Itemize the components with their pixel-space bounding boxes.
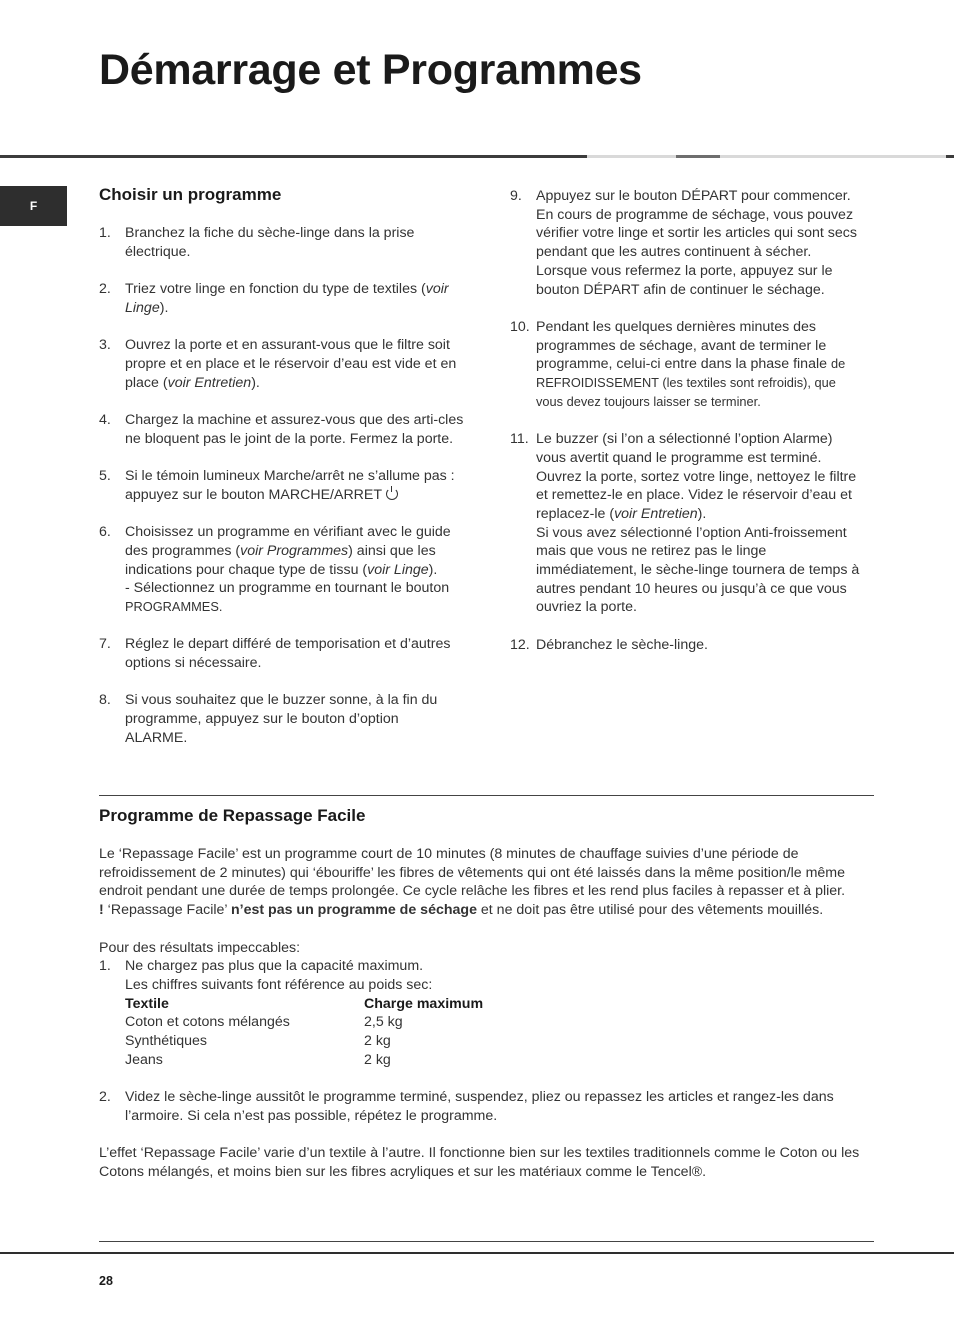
- page-number: 28: [99, 1274, 113, 1288]
- item-text: Choisissez un programme en vérifiant avec le guide des programmes (: [125, 524, 451, 559]
- results-list: [99, 957, 874, 1125]
- item-text: Si vous souhaitez que le buzzer sonne, à la fin du programme, appuyez sur le bouton d’option ALARME.: [125, 692, 438, 746]
- list-item: [99, 224, 464, 261]
- header-rule: [0, 155, 587, 158]
- item-text: ).: [428, 561, 438, 578]
- language-tab: F: [0, 186, 67, 226]
- table-cell: Jeans: [125, 1051, 163, 1068]
- item-number: 7.: [99, 636, 111, 653]
- item-text: Videz le sèche-linge aussitôt le programme terminé, suspendez, pliez ou repassez les articles et rangez-les dans l’armoire. Si cela n’est pas possible, répétez le programme.: [125, 1089, 834, 1124]
- item-text-small: de REFROIDISSEMENT (les textiles sont refroidis), que vous devez toujours laisser se terminer.: [536, 356, 846, 409]
- list-item: [99, 957, 874, 1069]
- intro-paragraph: Le ‘Repassage Facile’ est un programme court de 10 minutes (8 minutes de chauffage suivies d’une période de refroidissement de 2 minutes) qui ‘ébouriffe’ les fibres de vêtements qui ont été laissés dans la même position/le même endroit pendant une durée de temps prolongée. Ce cycle relâche les fibres et les rend plus faciles à repasser et à plier.: [99, 846, 846, 900]
- list-item: [99, 523, 464, 617]
- table-header: Charge maximum: [364, 995, 484, 1012]
- item-text: Triez votre linge en fonction du type de textiles (: [125, 281, 426, 298]
- header-rule: [946, 155, 954, 158]
- header-rule: [720, 155, 946, 158]
- item-text: Débranchez le sèche-linge.: [536, 636, 708, 653]
- item-text: Le buzzer (si l’on a sélectionné l’option Alarme) vous avertit quand le programme est terminé. Ouvrez la porte, sortez votre linge, nettoyez le filtre et remettez-le en place. Videz le réservoir d’eau et replacez-le (: [536, 431, 857, 522]
- warning-mark: !: [99, 902, 104, 919]
- steps-left-column: [99, 224, 464, 766]
- item-text: Réglez le depart différé de temporisation et d’autres options si nécessaire.: [125, 636, 451, 672]
- list-item: [99, 467, 464, 504]
- item-text: Branchez la fiche du sèche-linge dans la prise électrique.: [125, 225, 415, 260]
- item-text: Les chiffres suivants font référence au poids sec:: [125, 976, 433, 993]
- item-number: 11.: [510, 431, 529, 448]
- cross-reference: voir Linge: [367, 561, 429, 578]
- table-cell: 2 kg: [364, 1033, 391, 1050]
- results-intro: Pour des résultats impeccables:: [99, 939, 301, 956]
- item-number: 1.: [99, 958, 111, 975]
- item-text: Appuyez sur le bouton DÉPART pour commencer. En cours de programme de séchage, vous pouvez vérifier votre linge et sortir les articles qui sont secs pendant que les autres continuent à sécher. Lorsque vous refermez la porte, appuyez sur le bouton DÉPART afin de continuer le séchage.: [536, 188, 857, 298]
- item-text: Chargez la machine et assurez-vous que des arti-cles ne bloquent pas le joint de la porte. Fermez la porte.: [125, 411, 464, 447]
- item-number: 2.: [99, 281, 111, 298]
- warning-paragraph: [99, 901, 874, 920]
- footer-rule: [0, 1252, 954, 1254]
- item-number: 1.: [99, 225, 111, 241]
- item-number: 8.: [99, 692, 111, 709]
- item-subtext-small: PROGRAMMES.: [125, 598, 223, 614]
- list-item: [99, 280, 464, 317]
- item-number: 10.: [510, 318, 530, 335]
- section-title-choisir: Choisir un programme: [99, 185, 282, 204]
- list-item: [99, 336, 464, 392]
- power-icon: [386, 488, 398, 500]
- item-number: 12.: [510, 636, 530, 653]
- warning-text: ‘Repassage Facile’: [103, 902, 231, 919]
- item-subtext: - Sélectionnez un programme en tournant le bouton: [125, 580, 450, 597]
- item-text: Ouvrez la porte et en assurant-vous que le filtre soit propre et en place et le réservoir d’eau est vide et en place (: [125, 337, 457, 391]
- item-number: 6.: [99, 524, 111, 541]
- list-item: [510, 636, 866, 655]
- cross-reference: voir Linge: [125, 281, 449, 316]
- load-table: [125, 995, 874, 1070]
- list-item: [510, 187, 866, 299]
- item-text: ).: [697, 505, 707, 522]
- list-item: [99, 411, 464, 448]
- table-cell: 2 kg: [364, 1051, 391, 1068]
- outro-paragraph: L’effet ‘Repassage Facile’ varie d’un textile à l’autre. Il fonctionne bien sur les textiles traditionnels comme le Coton ou les Cotons mélangés, et moins bien sur les fibres acryliques et sur les matériaux comme le Tencel®.: [99, 1145, 860, 1180]
- list-item: [510, 430, 866, 617]
- table-cell: Synthétiques: [125, 1033, 208, 1050]
- table-cell: Coton et cotons mélangés: [125, 1014, 290, 1031]
- item-text: Pendant les quelques dernières minutes des programmes de séchage, avant de terminer le programme, celui-ci entre dans la phase finale: [536, 318, 827, 373]
- item-number: 2.: [99, 1089, 111, 1106]
- item-number: 3.: [99, 337, 111, 354]
- item-text: ).: [159, 299, 169, 316]
- repassage-body: [99, 845, 874, 1182]
- steps-right-column: [510, 187, 866, 673]
- item-number: 9.: [510, 188, 522, 204]
- item-text: Si le témoin lumineux Marche/arrêt ne s’allume pas : appuyez sur le bouton MARCHE/ARRET: [125, 468, 455, 503]
- section-title-repassage: Programme de Repassage Facile: [99, 806, 366, 825]
- item-subtext: Si vous avez sélectionné l’option Anti-froissement mais que vous ne retirez pas le linge immédiatement, le sèche-linge tournera de temps à autres pendant 10 heures ou jusqu’à ce que vous ouvriez la porte.: [536, 524, 860, 616]
- table-header: Textile: [125, 995, 169, 1012]
- list-item: [99, 635, 464, 672]
- header-rule: [587, 155, 676, 158]
- cross-reference: voir Entretien: [167, 374, 252, 391]
- table-cell: 2,5 kg: [364, 1014, 403, 1031]
- cross-reference: voir Entretien: [614, 505, 698, 522]
- cross-reference: voir Programmes: [240, 542, 349, 559]
- item-number: 5.: [99, 468, 111, 485]
- header-rule: [676, 155, 720, 158]
- item-number: 4.: [99, 411, 111, 428]
- item-text: ) ainsi que les indications pour chaque type de tissu (: [125, 542, 436, 578]
- section-divider: [99, 795, 874, 796]
- item-text: Ne chargez pas plus que la capacité maximum.: [125, 958, 424, 975]
- list-item: [99, 1088, 874, 1125]
- page-title: Démarrage et Programmes: [99, 46, 642, 94]
- section-divider: [99, 1241, 874, 1242]
- warning-text: et ne doit pas être utilisé pour des vêtements mouillés.: [476, 902, 824, 919]
- item-text: ).: [251, 374, 260, 391]
- list-item: [510, 318, 866, 412]
- list-item: [99, 691, 464, 747]
- warning-emphasis: n’est pas un programme de séchage: [230, 902, 477, 919]
